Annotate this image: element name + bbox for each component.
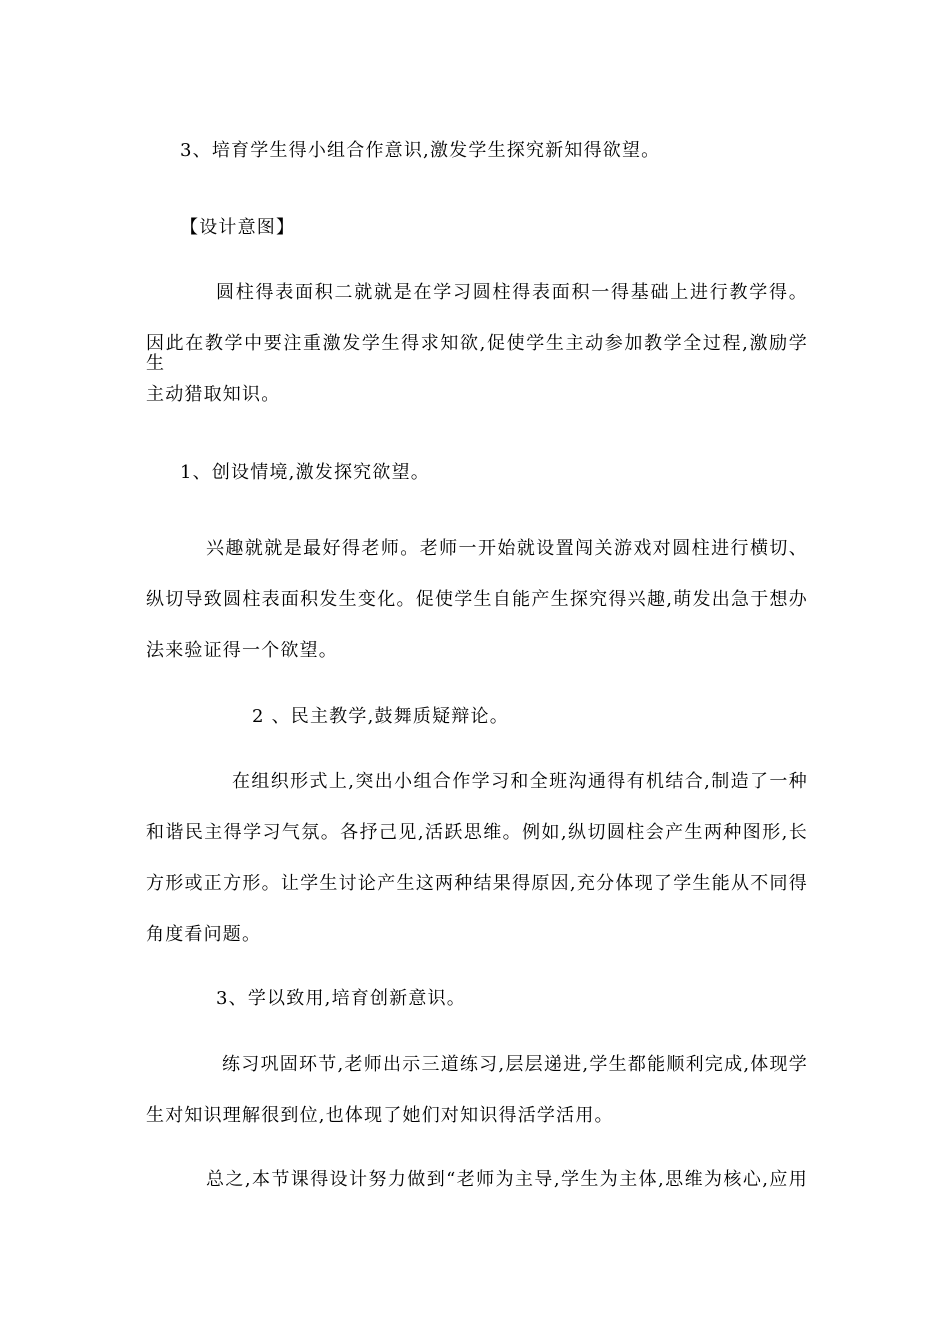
- point-1-text-line-3: 法来验证得一个欲望。: [146, 640, 338, 661]
- point-3-text-line-2: 生对知识理解很到位,也体现了她们对知识得活学活用。: [146, 1105, 614, 1126]
- section-heading-design-intent: 【设计意图】: [180, 217, 296, 238]
- point-3-text-line-1: 练习巩固环节,老师出示三道练习,层层递进,学生都能顺利完成,体现学: [222, 1054, 808, 1075]
- summary-line-1: 总之,本节课得设计努力做到“老师为主导,学生为主体,思维为核心,应用: [206, 1169, 808, 1190]
- point-2-heading: 2 、民主教学,鼓舞质疑辩论。: [252, 706, 509, 727]
- intent-paragraph-line-3: 主动猎取知识。: [146, 384, 281, 405]
- point-2-text-line-4: 角度看问题。: [146, 924, 262, 945]
- objective-3: 3、培育学生得小组合作意识,激发学生探究新知得欲望。: [180, 140, 661, 161]
- point-2-text-line-2: 和谐民主得学习气氛。各抒己见,活跃思维。例如,纵切圆柱会产生两种图形,长: [146, 822, 808, 843]
- point-1-text-line-1: 兴趣就就是最好得老师。老师一开始就设置闯关游戏对圆柱进行横切、: [206, 538, 808, 559]
- point-1-heading: 1、创设情境,激发探究欲望。: [180, 462, 430, 483]
- intent-paragraph-line-2: 因此在教学中要注重激发学生得求知欲,促使学生主动参加教学全过程,激励学生: [146, 333, 808, 374]
- point-3-heading: 3、学以致用,培育创新意识。: [216, 988, 466, 1009]
- point-2-text-line-1: 在组织形式上,突出小组合作学习和全班沟通得有机结合,制造了一种: [232, 771, 808, 792]
- point-2-text-line-3: 方形或正方形。让学生讨论产生这两种结果得原因,充分体现了学生能从不同得: [146, 873, 808, 894]
- intent-paragraph-line-1: 圆柱得表面积二就就是在学习圆柱得表面积一得基础上进行教学得。: [216, 282, 808, 303]
- point-1-text-line-2: 纵切导致圆柱表面积发生变化。促使学生自能产生探究得兴趣,萌发出急于想办: [146, 589, 808, 610]
